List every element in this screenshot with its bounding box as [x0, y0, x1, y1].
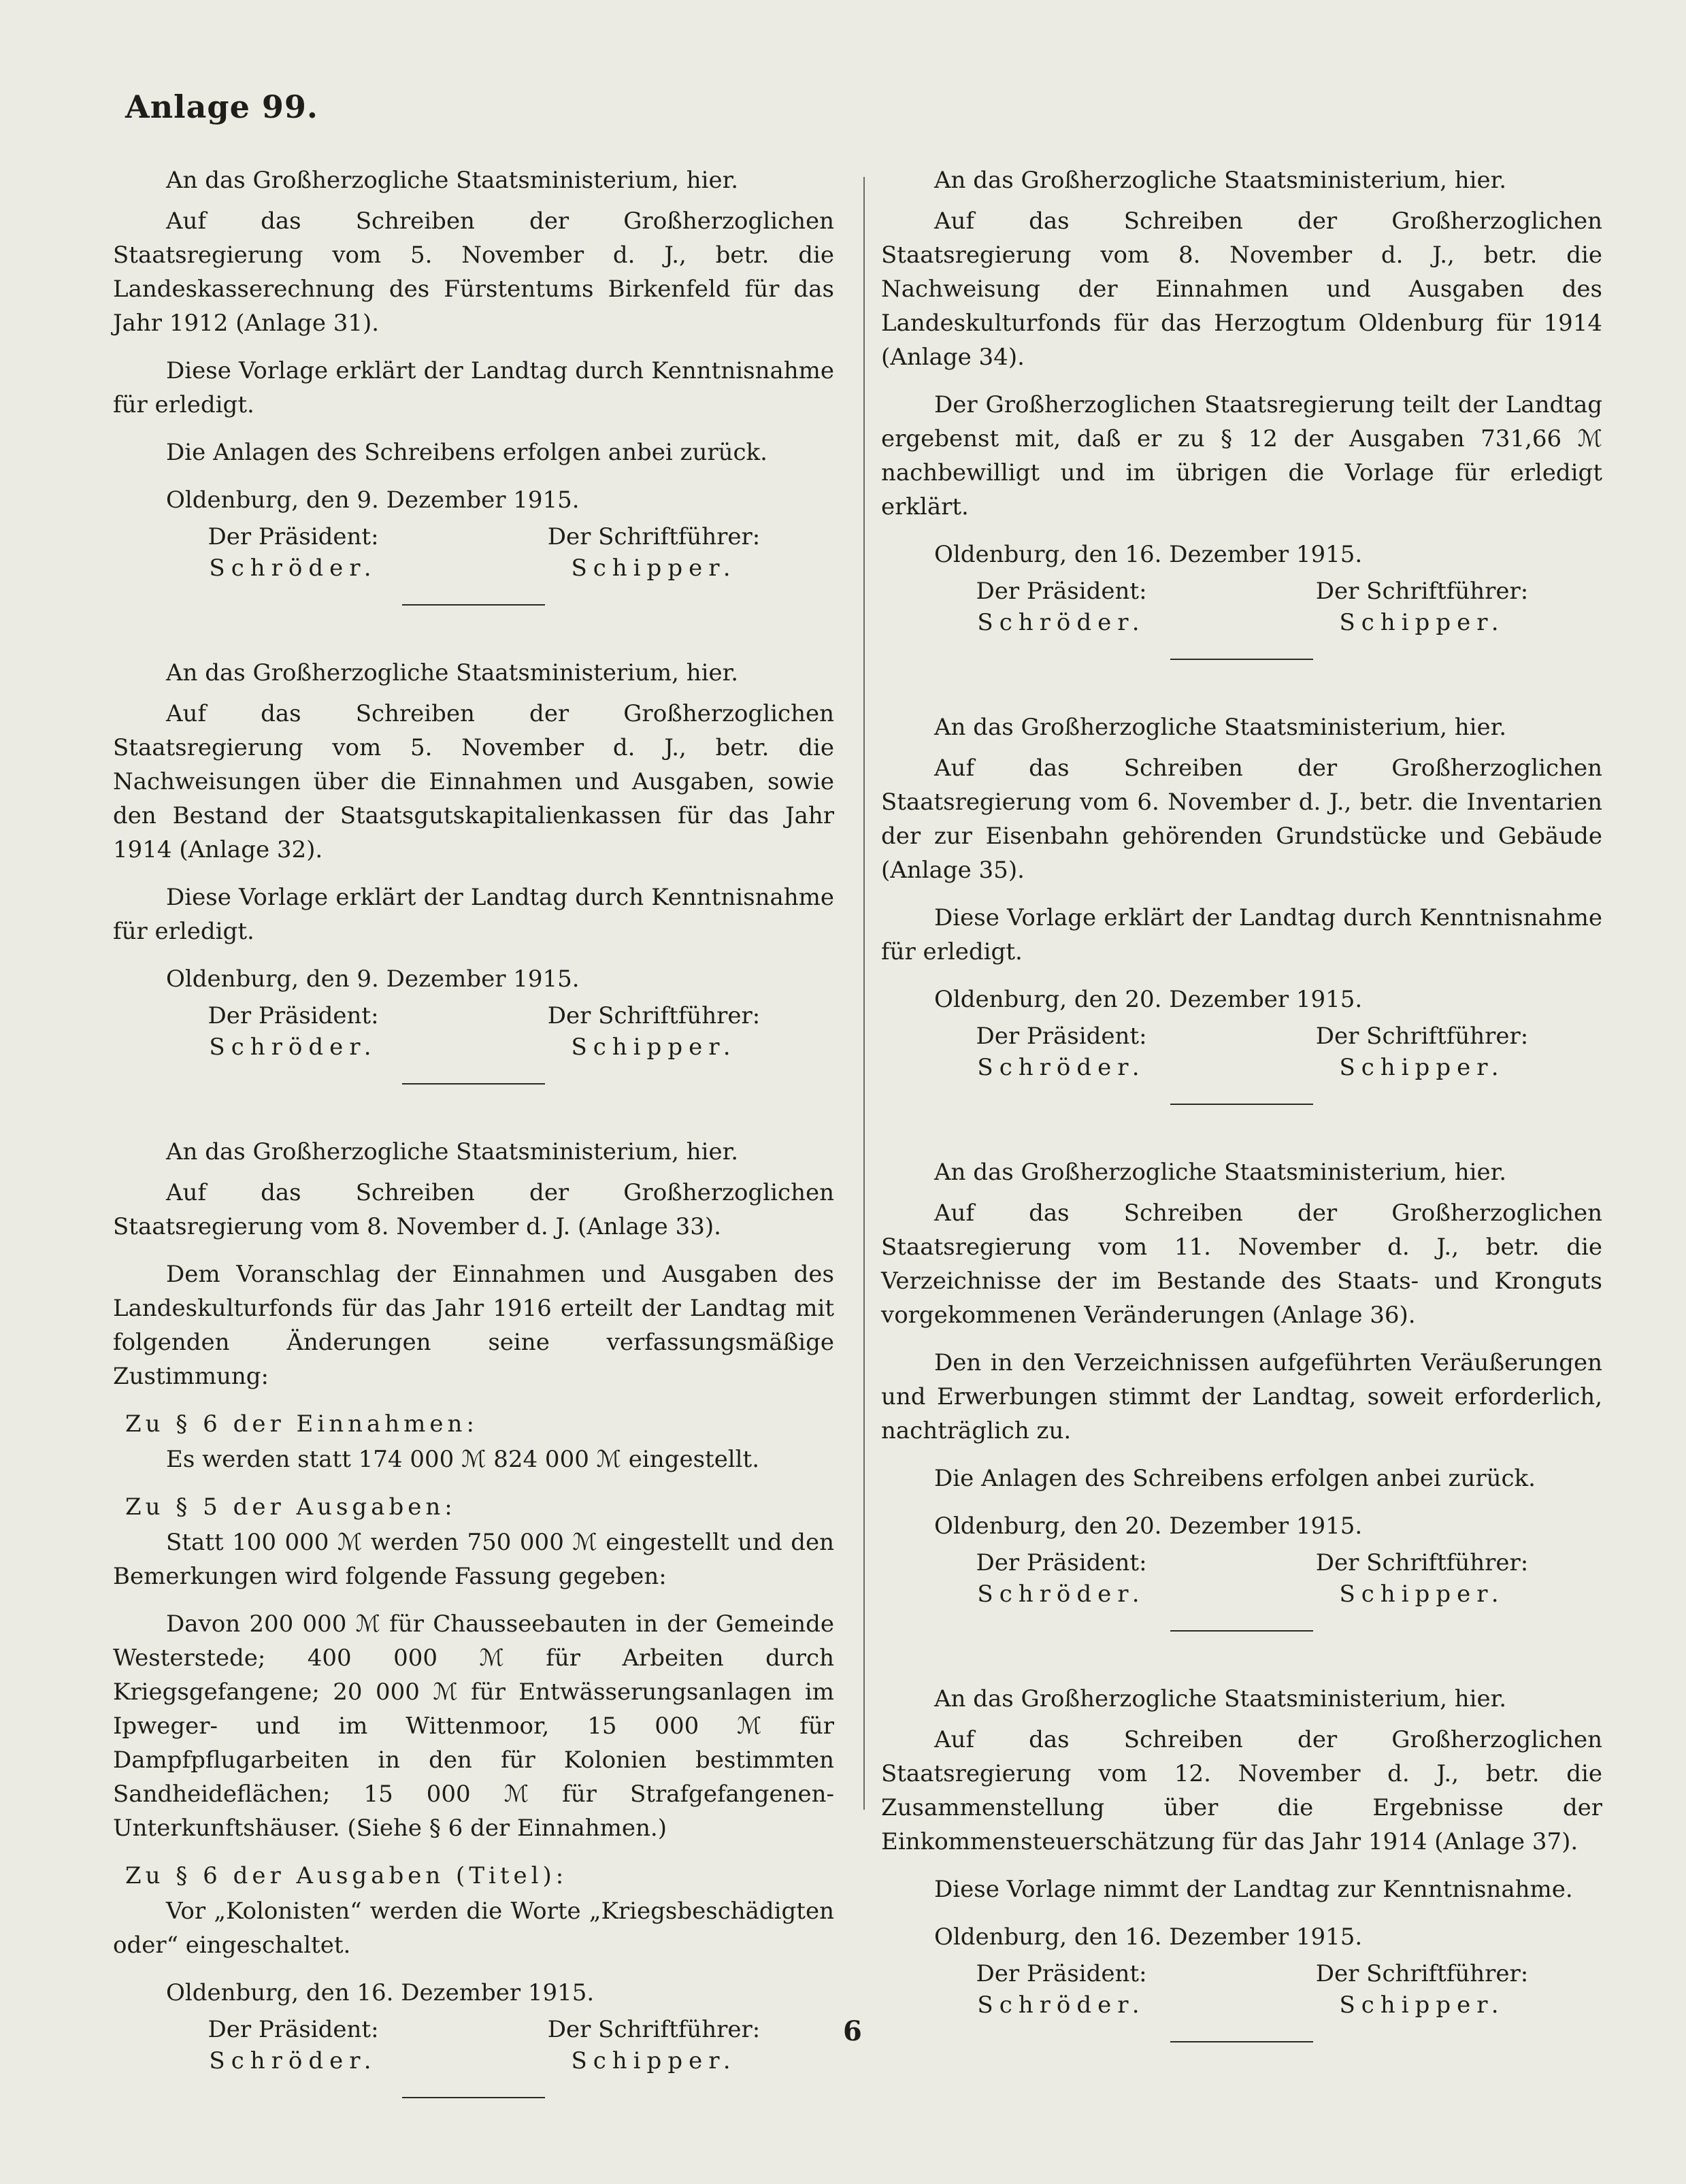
secretary-label: Der Schriftführer:	[1315, 1960, 1529, 1987]
letter-anlage-34	[881, 163, 1602, 660]
president-label: Der Präsident:	[208, 1002, 379, 1029]
president-name: Schröder.	[977, 1054, 1146, 1081]
signature-row	[113, 2014, 834, 2077]
president-signature	[113, 2014, 474, 2077]
letter-paragraph: Auf das Schreiben der Großherzoglichen Staatsregierung vom 5. November d. J., betr. die Nachweisungen über die Einnahmen und Ausgaben, sowie den Bestand der Staatsgutskapitalienkassen für das Jahr 1914 (Anlage 32).	[113, 700, 834, 863]
letter-paragraph: Auf das Schreiben der Großherzoglichen Staatsregierung vom 12. November d. J., betr. die Zusammenstellung über die Ergebnisse der Einkommensteuerschätzung für das Jahr 1914 (Anlage 37).	[881, 1726, 1602, 1855]
secretary-signature	[1242, 576, 1602, 638]
section-separator	[1170, 1630, 1313, 1632]
place-date: Oldenburg, den 16. Dezember 1915.	[166, 1979, 595, 2006]
secretary-signature	[474, 1000, 834, 1063]
letter-anlage-36	[881, 1155, 1602, 1632]
left-column	[113, 163, 834, 2149]
amendment-heading: Zu § 6 der Ausgaben (Titel):	[125, 1862, 568, 1889]
secretary-signature	[1242, 1958, 1602, 2021]
letter-paragraph: Die Anlagen des Schreibens erfolgen anbei zurück.	[934, 1465, 1536, 1492]
secretary-name: Schipper.	[1339, 1581, 1505, 1608]
letter-anlage-31	[113, 163, 834, 606]
page-title: Anlage 99.	[125, 88, 318, 125]
place-date: Oldenburg, den 9. Dezember 1915.	[166, 965, 580, 993]
amendment-heading: Zu § 6 der Einnahmen:	[125, 1410, 478, 1438]
section-separator	[1170, 659, 1313, 660]
president-signature	[881, 576, 1242, 638]
secretary-name: Schipper.	[571, 555, 737, 582]
president-signature	[881, 1547, 1242, 1610]
amendment-text: Vor „Kolonisten“ werden die Worte „Kriegsbeschädigten oder“ eingeschaltet.	[113, 1898, 834, 1959]
president-label: Der Präsident:	[976, 1549, 1147, 1576]
president-name: Schröder.	[209, 2047, 378, 2074]
letter-paragraph: Auf das Schreiben der Großherzoglichen Staatsregierung vom 8. November d. J. (Anlage 33).	[113, 1179, 834, 1240]
section-separator	[1170, 2041, 1313, 2042]
letter-paragraph: Dem Voranschlag der Einnahmen und Ausgaben des Landeskulturfonds für das Jahr 1916 erteilt der Landtag mit folgenden Änderungen seine verfassungsmäßige Zustimmung:	[113, 1261, 834, 1390]
signature-row	[881, 1547, 1602, 1610]
letter-paragraph: Die Anlagen des Schreibens erfolgen anbei zurück.	[166, 439, 767, 466]
secretary-label: Der Schriftführer:	[547, 2016, 761, 2043]
letter-paragraph: Der Großherzoglichen Staatsregierung teilt der Landtag ergebenst mit, daß er zu § 12 der Ausgaben 731,66 ℳ nachbewilligt und im übrigen die Vorlage für erledigt erklärt.	[881, 391, 1602, 520]
addressee: An das Großherzogliche Staatsministerium, hier.	[934, 1159, 1507, 1186]
president-label: Der Präsident:	[976, 1023, 1147, 1050]
president-signature	[113, 521, 474, 584]
place-date: Oldenburg, den 20. Dezember 1915.	[934, 986, 1363, 1013]
secretary-signature	[1242, 1021, 1602, 1083]
secretary-label: Der Schriftführer:	[1315, 578, 1529, 605]
place-date: Oldenburg, den 9. Dezember 1915.	[166, 486, 580, 514]
letter-paragraph: Auf das Schreiben der Großherzoglichen Staatsregierung vom 8. November d. J., betr. die Nachweisung der Einnahmen und Ausgaben des Landeskulturfonds für das Herzogtum Oldenburg für 1914 (Anlage 34).	[881, 208, 1602, 371]
president-name: Schröder.	[977, 1991, 1146, 2019]
secretary-name: Schipper.	[571, 2047, 737, 2074]
amendment-heading: Zu § 5 der Ausgaben:	[125, 1493, 457, 1521]
letter-paragraph: Auf das Schreiben der Großherzoglichen Staatsregierung vom 6. November d. J., betr. die Inventarien der zur Eisenbahn gehörenden Grundstücke und Gebäude (Anlage 35).	[881, 755, 1602, 884]
signature-row	[881, 1021, 1602, 1083]
secretary-label: Der Schriftführer:	[547, 523, 761, 550]
letter-anlage-35	[881, 710, 1602, 1105]
president-signature	[881, 1021, 1242, 1083]
president-label: Der Präsident:	[208, 523, 379, 550]
right-column	[881, 163, 1602, 2093]
addressee: An das Großherzogliche Staatsministerium, hier.	[934, 1685, 1507, 1713]
letter-paragraph: Diese Vorlage erklärt der Landtag durch Kenntnisnahme für erledigt.	[113, 884, 834, 945]
addressee: An das Großherzogliche Staatsministerium, hier.	[934, 714, 1507, 741]
secretary-label: Der Schriftführer:	[1315, 1023, 1529, 1050]
place-date: Oldenburg, den 16. Dezember 1915.	[934, 1923, 1363, 1951]
president-name: Schröder.	[977, 609, 1146, 636]
president-name: Schröder.	[209, 555, 378, 582]
secretary-name: Schipper.	[1339, 1991, 1505, 2019]
letter-paragraph: Diese Vorlage erklärt der Landtag durch Kenntnisnahme für erledigt.	[113, 357, 834, 418]
secretary-name: Schipper.	[1339, 609, 1505, 636]
section-separator	[402, 1083, 545, 1085]
addressee: An das Großherzogliche Staatsministerium, hier.	[166, 1138, 739, 1165]
secretary-signature	[1242, 1547, 1602, 1610]
signature-row	[881, 1958, 1602, 2021]
place-date: Oldenburg, den 20. Dezember 1915.	[934, 1512, 1363, 1540]
letter-anlage-32	[113, 656, 834, 1085]
secretary-name: Schipper.	[1339, 1054, 1505, 1081]
letter-anlage-33	[113, 1135, 834, 2098]
signature-row	[113, 1000, 834, 1063]
secretary-name: Schipper.	[571, 1033, 737, 1061]
amendment-text: Statt 100 000 ℳ werden 750 000 ℳ eingestellt und den Bemerkungen wird folgende Fassung gegeben:	[113, 1529, 834, 1590]
page-number: 6	[843, 2015, 862, 2047]
letter-paragraph: Den in den Verzeichnissen aufgeführten Veräußerungen und Erwerbungen stimmt der Landtag, soweit erforderlich, nachträglich zu.	[881, 1349, 1602, 1444]
addressee: An das Großherzogliche Staatsministerium, hier.	[166, 659, 739, 686]
president-name: Schröder.	[209, 1033, 378, 1061]
secretary-label: Der Schriftführer:	[1315, 1549, 1529, 1576]
president-name: Schröder.	[977, 1581, 1146, 1608]
section-separator	[402, 604, 545, 606]
addressee: An das Großherzogliche Staatsministerium, hier.	[166, 167, 739, 194]
secretary-label: Der Schriftführer:	[547, 1002, 761, 1029]
amendment-text: Es werden statt 174 000 ℳ 824 000 ℳ eingestellt.	[166, 1446, 760, 1473]
signature-row	[113, 521, 834, 584]
letter-paragraph: Diese Vorlage erklärt der Landtag durch Kenntnisnahme für erledigt.	[881, 904, 1602, 965]
letter-anlage-37	[881, 1682, 1602, 2042]
president-signature	[113, 1000, 474, 1063]
president-label: Der Präsident:	[208, 2016, 379, 2043]
place-date: Oldenburg, den 16. Dezember 1915.	[934, 541, 1363, 568]
president-label: Der Präsident:	[976, 578, 1147, 605]
section-separator	[1170, 1104, 1313, 1105]
letter-paragraph: Auf das Schreiben der Großherzoglichen Staatsregierung vom 11. November d. J., betr. die Verzeichnisse der im Bestande des Staats- und Kronguts vorgekommenen Veränderungen (Anlage 36).	[881, 1199, 1602, 1329]
amendment-detail: Davon 200 000 ℳ für Chausseebauten in der Gemeinde Westerstede; 400 000 ℳ für Arbeiten durch Kriegsgefangene; 20 000 ℳ für Entwässerungsanlagen im Ipweger- und im Wittenmoor, 15 000 ℳ für Dampfpflugarbeiten in den für Kolonien bestimmten Sandheideflächen; 15 000 ℳ für Strafgefangenen-Unterkunftshäuser. (Siehe § 6 der Einnahmen.)	[113, 1610, 834, 1842]
secretary-signature	[474, 2014, 834, 2077]
signature-row	[881, 576, 1602, 638]
letter-paragraph: Auf das Schreiben der Großherzoglichen Staatsregierung vom 5. November d. J., betr. die Landeskasserechnung des Fürstentums Birkenfeld für das Jahr 1912 (Anlage 31).	[113, 208, 834, 337]
letter-paragraph: Diese Vorlage nimmt der Landtag zur Kenntnisnahme.	[934, 1876, 1573, 1903]
president-signature	[881, 1958, 1242, 2021]
president-label: Der Präsident:	[976, 1960, 1147, 1987]
column-divider	[863, 177, 865, 1810]
secretary-signature	[474, 521, 834, 584]
addressee: An das Großherzogliche Staatsministerium, hier.	[934, 167, 1507, 194]
section-separator	[402, 2097, 545, 2098]
